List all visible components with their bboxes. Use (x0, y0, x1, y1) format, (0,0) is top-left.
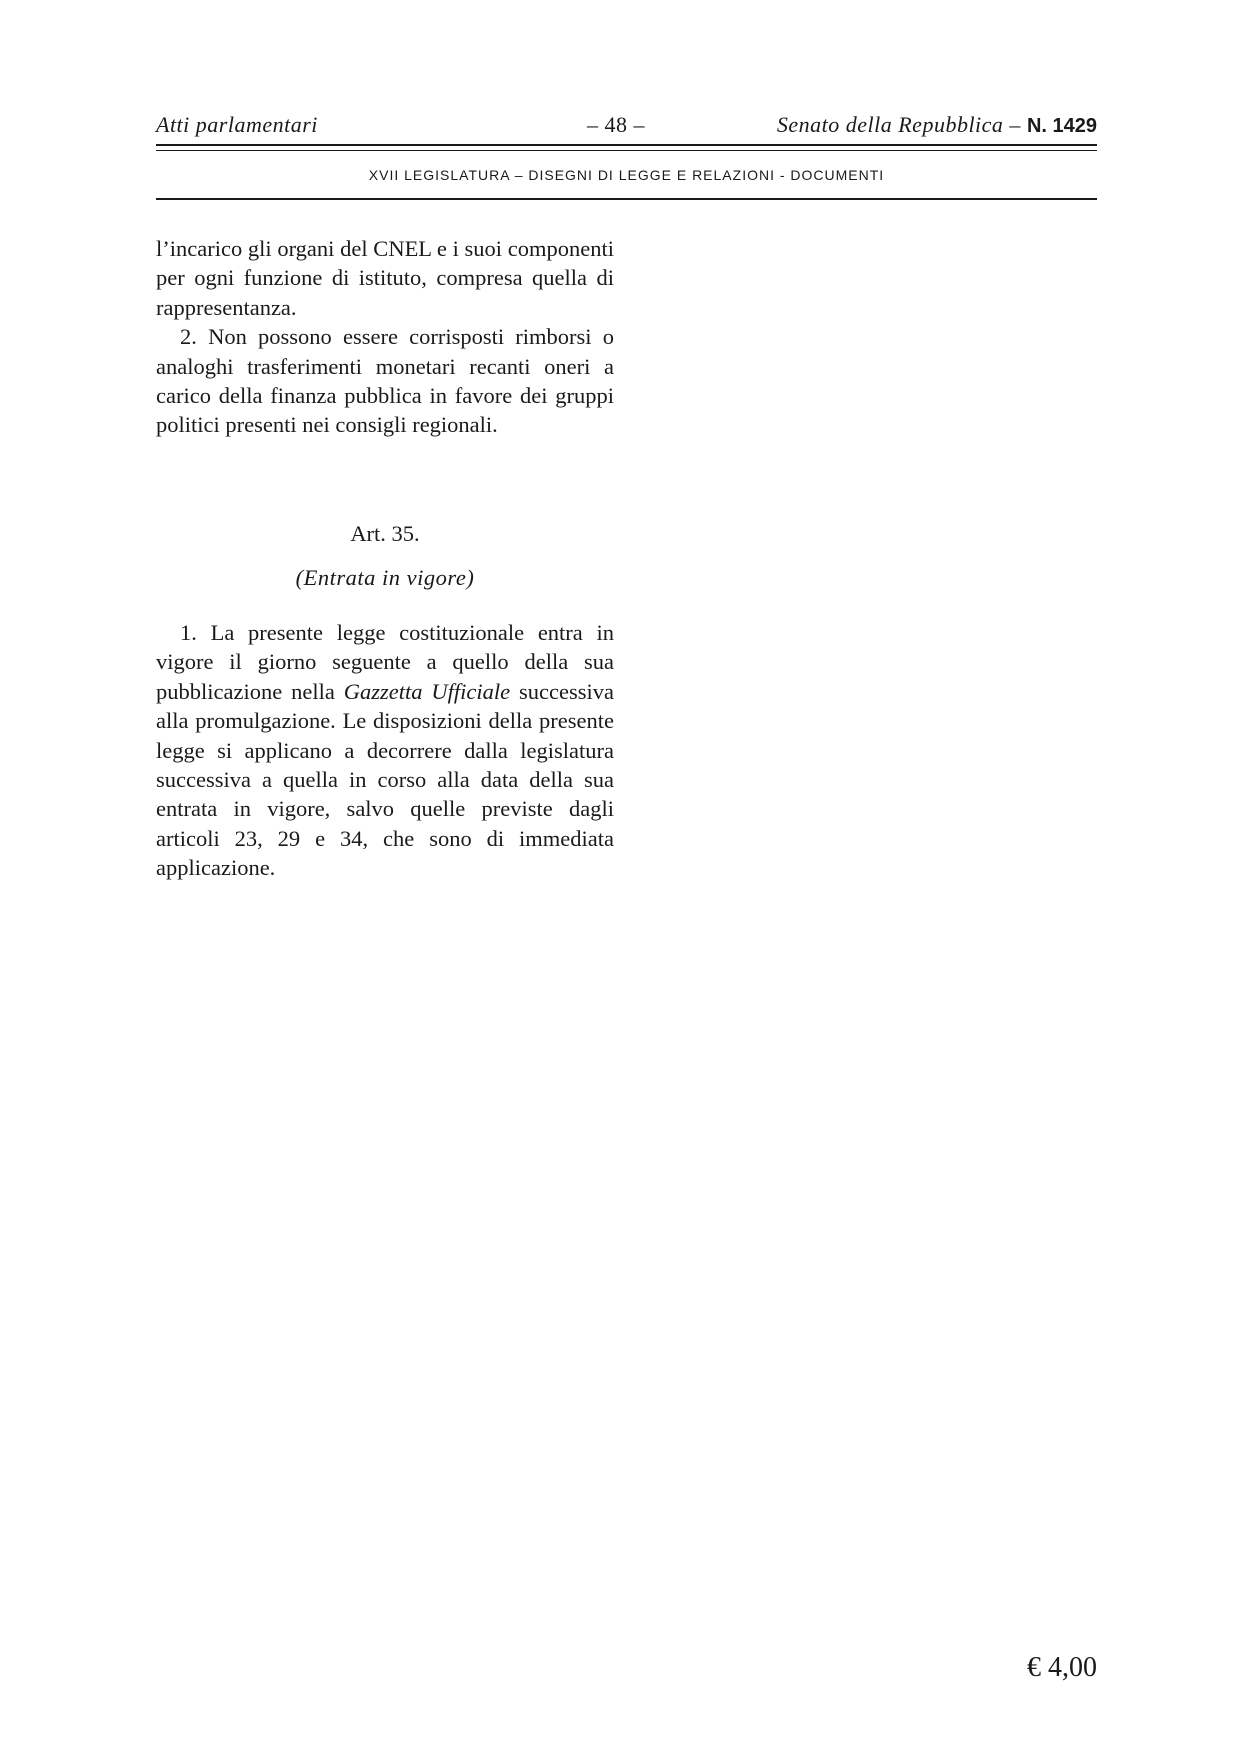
header-right-label: Senato della Repubblica – (776, 112, 1021, 137)
page-number: – 48 – (587, 112, 645, 137)
continuation-text (156, 234, 614, 440)
article-text-before: 1. La presente legge costituzionale entra in vigore il giorno seguente a quello della sua pubblicazione nella (156, 620, 614, 704)
subheader-rule (156, 198, 1097, 200)
page-header (156, 112, 1097, 142)
document-number: N. 1429 (1026, 115, 1097, 137)
article-subtitle: (Entrata in vigore) (295, 565, 475, 590)
continuation-paragraph-2: 2. Non possono essere corrisposti rimborsi o analoghi trasferimenti monetari recanti oneri a carico della finanza pubblica in favore dei gruppi politici presenti nei consigli regionali. (156, 324, 614, 438)
article-text-after: successiva alla promulgazione. Le disposizioni della presente legge si applicano a decorrere dalla legislatura successiva a quella in corso alla data della sua entrata in vigore, salvo quelle previste dagli articoli 23, 29 e 34, che sono di immediata applicazione. (156, 678, 614, 881)
header-left-label: Atti parlamentari (156, 112, 318, 137)
header-rule-thin (156, 150, 1097, 151)
article-paragraph-1 (156, 618, 614, 883)
gazzetta-ufficiale-italic: Gazzetta Ufficiale (343, 678, 511, 704)
header-right (777, 112, 1097, 138)
header-rule-thick (156, 144, 1097, 146)
subheader: XVII LEGISLATURA – DISEGNI DI LEGGE E RELAZIONI - DOCUMENTI (368, 167, 885, 183)
article-body (156, 618, 614, 883)
price-label: € 4,00 (1027, 1652, 1097, 1683)
article-title: Art. 35. (350, 521, 420, 546)
continuation-paragraph-1: l’incarico gli organi del CNEL e i suoi componenti per ogni funzione di istituto, compresa quella di rappresentanza. (156, 236, 614, 320)
